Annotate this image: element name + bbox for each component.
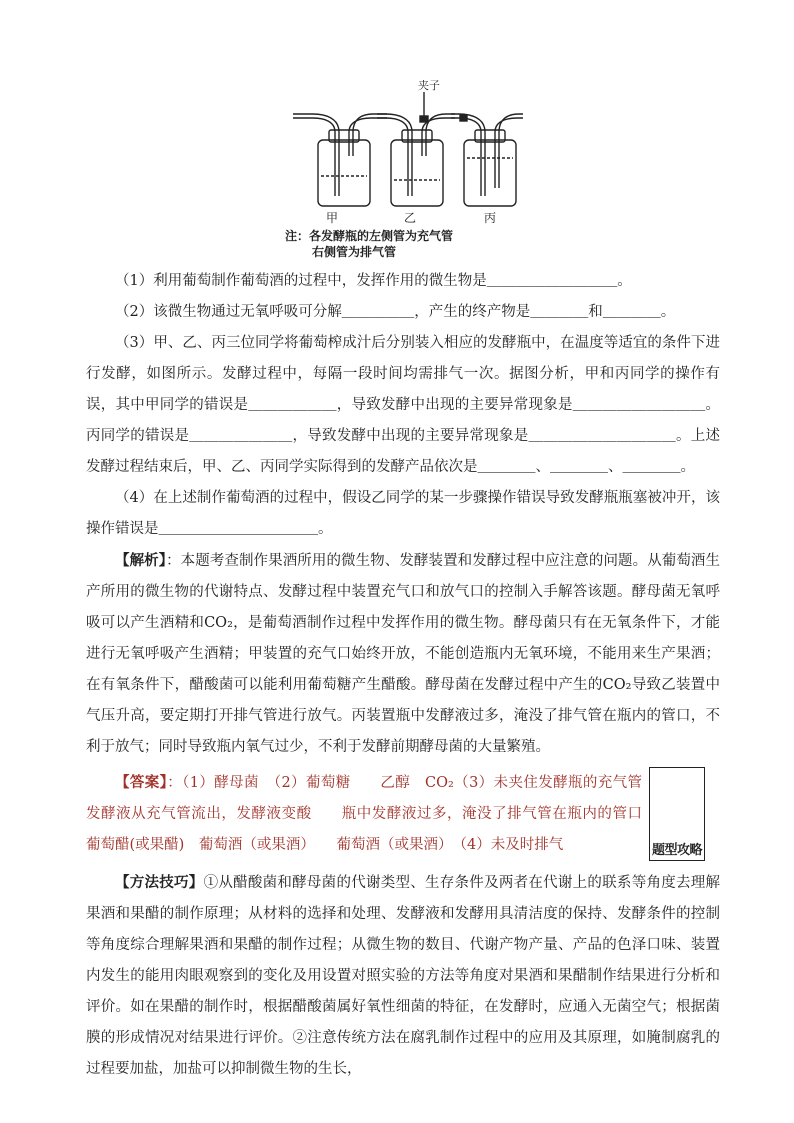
bottles-diagram bbox=[285, 78, 525, 262]
sidebar-tag-box bbox=[649, 767, 705, 861]
question-1: （1）利用葡萄制作葡萄酒的过程中，发挥作用的微生物是＿＿＿＿＿＿＿＿＿。 bbox=[115, 273, 632, 289]
answer-text: ：（1）酵母菌 （2）葡萄糖 乙醇 CO₂（3）未夹住发酵瓶的充气管 发酵液从充气管流出，发酵液变酸 瓶中发酵液过多，淹没了排气管在瓶内的管口 葡萄醋(或果醋) 葡萄酒（或果酒） 葡萄酒（或果酒） （4）未及时排气 bbox=[86, 775, 657, 853]
bottle-label-bing: 丙 bbox=[484, 211, 497, 225]
figure-note-line1: 注：各发酵瓶的左侧管为充气管 bbox=[285, 229, 454, 243]
analysis-text: ：本题考查制作果酒所用的微生物、发酵装置和发酵过程中应注意的问题。从葡萄酒生产所用的微生物的代谢特点、发酵过程中装置充气口和放气口的控制入手解答该题。酵母菌无氧呼吸可以产生酒精和CO₂，是葡萄酒制作过程中发挥作用的微生物。酵母菌只有在无氧条件下，才能进行无氧呼吸产生酒精；甲装置的充气口始终开放，不能创造瓶内无氧环境，不能用来生产果酒；在有氧条件下，醋酸菌可以能利用葡萄糖产生醋酸。酵母菌在发酵过程中产生的CO₂导致乙装置中气压升高，要定期打开排气管进行放气。丙装置瓶中发酵液过多，淹没了排气管在瓶内的管口，不利于放气；同时导致瓶内氧气过少，不利于发酵前期酵母菌的大量繁殖。 bbox=[86, 553, 721, 755]
clip-label: 夹子 bbox=[418, 79, 440, 92]
answer-label: 【答案】 bbox=[115, 774, 168, 791]
question-2: （2）该微生物通过无氧呼吸可分解＿＿＿＿＿，产生的终产物是＿＿＿＿和＿＿＿＿。 bbox=[115, 304, 676, 320]
question-4: （4）在上述制作葡萄酒的过程中，假设乙同学的某一步骤操作错误导致发酵瓶瓶塞被冲开，该操作错误是＿＿＿＿＿＿＿＿＿＿＿。 bbox=[86, 490, 720, 537]
bottle-jia bbox=[293, 114, 387, 206]
figure-note-line2: 右侧管为排气管 bbox=[312, 245, 397, 259]
bottle-yi bbox=[377, 114, 455, 206]
analysis-section bbox=[86, 545, 720, 763]
bottle-label-yi: 乙 bbox=[404, 211, 417, 225]
method-text: ①从醋酸菌和酵母菌的代谢类型、生存条件及两者在代谢上的联系等角度去理解果酒和果醋的制作原理；从材料的选择和处理、发酵液和发酵用具清洁度的保持、发酵条件的控制等角度综合理解果酒和果醋的制作过程；从微生物的数目、代谢产物产量、产品的色泽口味、装置内发生的能用肉眼观察到的变化及用设置对照实验的方法等角度对果酒和果醋制作结果进行分析和评价。如在果醋的制作时，根据醋酸菌属好氧性细菌的特征，在发酵时，应通入无菌空气；根据菌膜的形成情况对结果进行评价。②注意传统方法在腐乳制作过程中的应用及其原理，如腌制腐乳的过程要加盐，加盐可以抑制微生物的生长， bbox=[86, 875, 720, 1077]
bottle-bing bbox=[451, 114, 523, 206]
analysis-label: 【解析】 bbox=[115, 552, 167, 569]
sidebar-tag: 题型攻略 bbox=[651, 843, 702, 858]
fermentation-figure bbox=[285, 78, 525, 262]
method-section bbox=[86, 867, 720, 1085]
bottle-label-jia: 甲 bbox=[326, 211, 339, 225]
question-3: （3）甲、乙、丙三位同学将葡萄榨成汁后分别装入相应的发酵瓶中，在温度等适宜的条件下进行发酵，如图所示。发酵过程中，每隔一段时间均需排气一次。据图分析，甲和丙同学的操作有误，其中甲同学的错误是＿＿＿＿＿＿，导致发酵中出现的主要异常现象是＿＿＿＿＿＿＿＿＿。丙同学的错误是＿＿＿＿＿＿＿，导致发酵中出现的主要异常现象是＿＿＿＿＿＿＿＿＿＿。上述发酵过程结束后，甲、乙、丙同学实际得到的发酵产品依次是＿＿＿＿、＿＿＿＿、＿＿＿＿。 bbox=[86, 335, 720, 475]
method-label: 【方法技巧】 bbox=[115, 874, 204, 891]
answer-section bbox=[86, 767, 657, 861]
